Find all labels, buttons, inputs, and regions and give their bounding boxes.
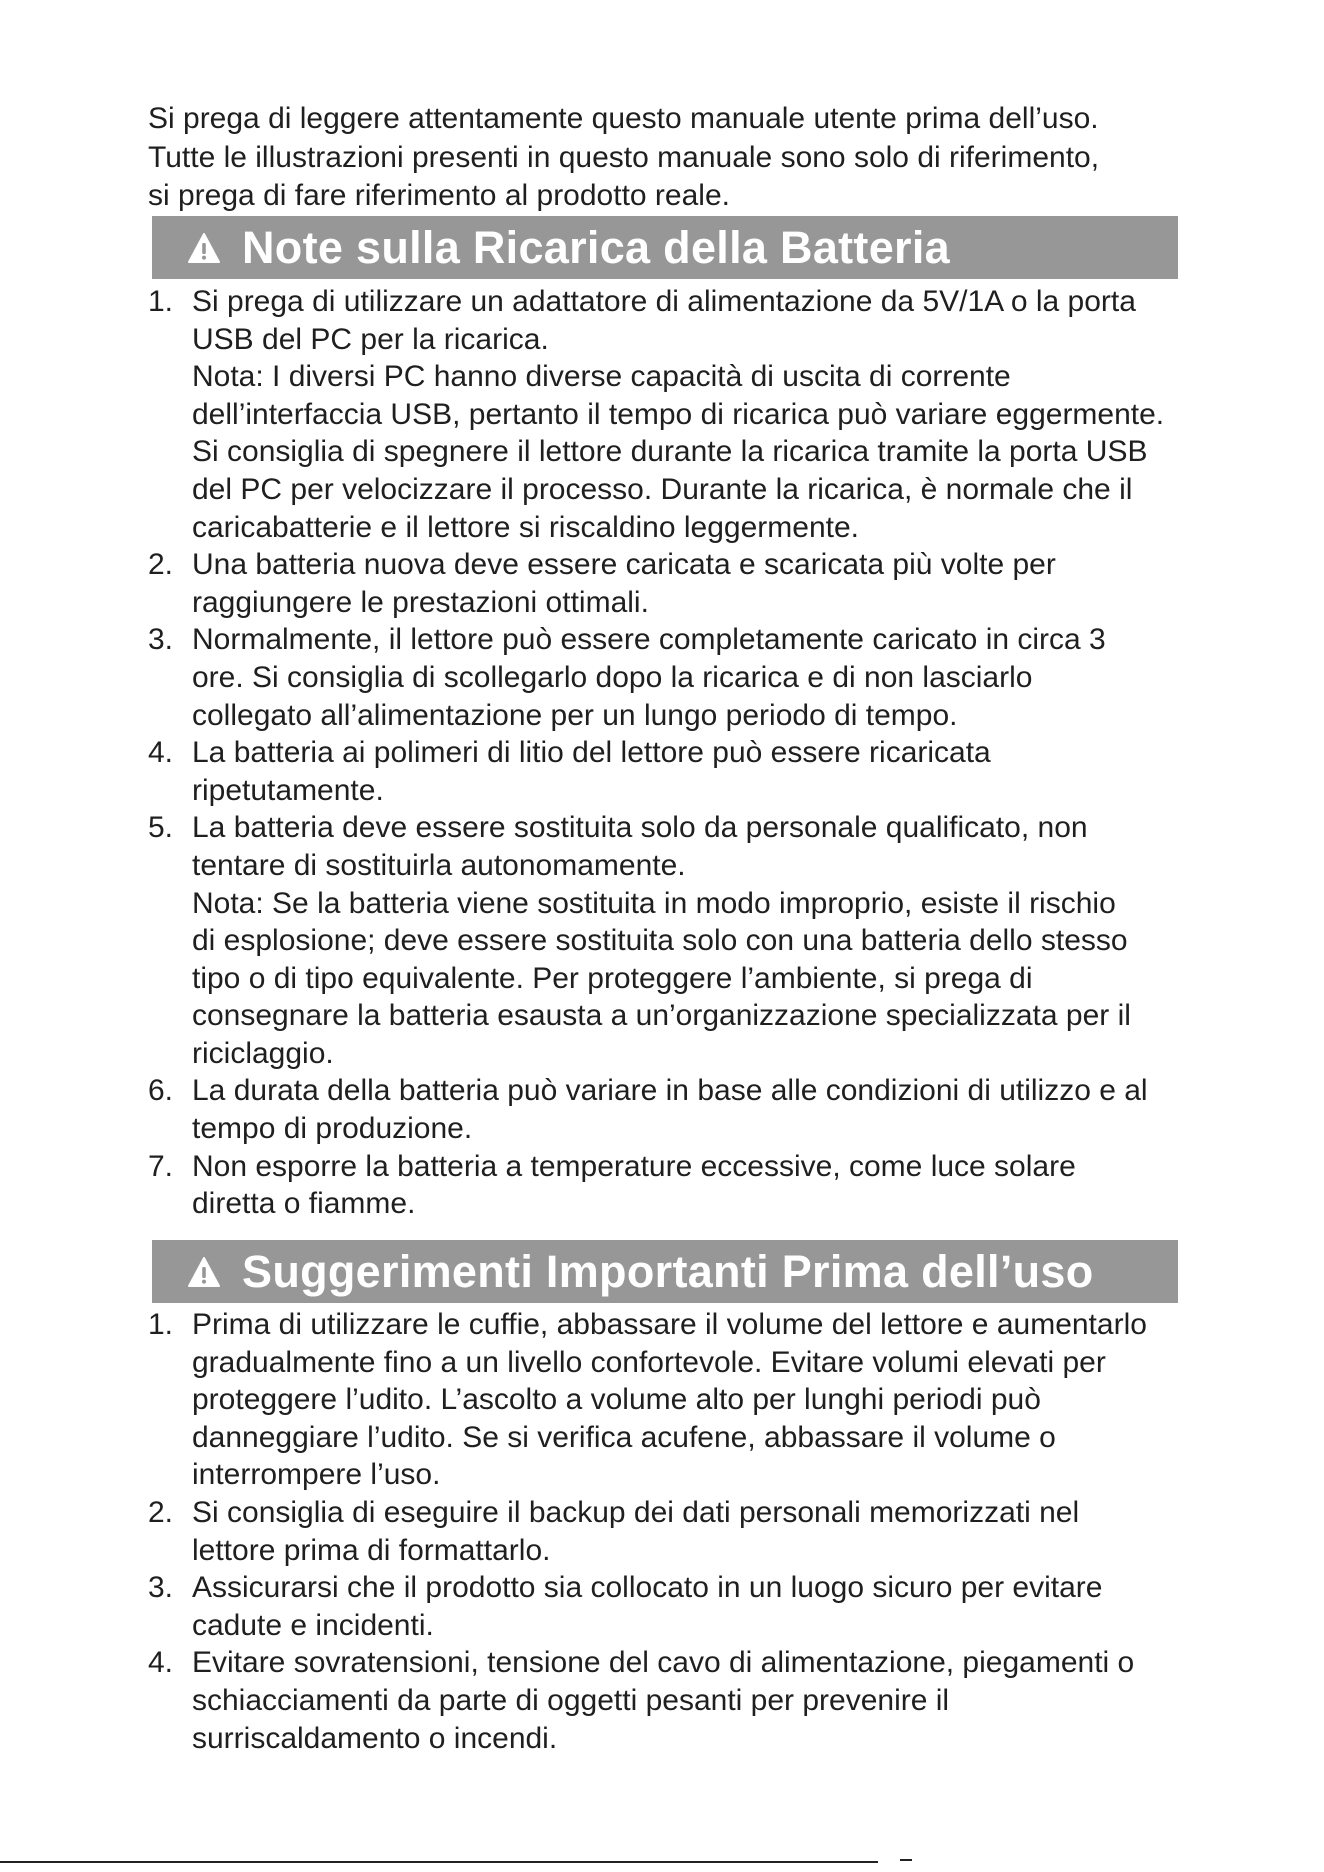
footer-mark [900, 1859, 912, 1861]
warning-icon [188, 233, 220, 263]
item-text-line: Nota: I diversi PC hanno diverse capacità di uscita di corrente [192, 360, 1011, 394]
item-text-line: Non esporre la batteria a temperature eccessive, come luce solare [192, 1149, 1076, 1183]
item-number: 2. [148, 1495, 174, 1529]
list-item [148, 1644, 1208, 1757]
item-text-line: interrompere l’uso. [192, 1458, 441, 1492]
item-number: 4. [148, 736, 174, 770]
item-text-line: tempo di produzione. [192, 1112, 473, 1146]
section-header-usage-tips [152, 1240, 1178, 1303]
item-number: 1. [148, 285, 174, 318]
item-number: 3. [148, 1571, 174, 1605]
list-item [148, 283, 1208, 546]
item-text-line: cadute e incidenti. [192, 1608, 434, 1642]
item-number: 6. [148, 1074, 174, 1108]
item-text-line: surriscaldamento o incendi. [192, 1721, 558, 1755]
footer-divider [0, 1861, 878, 1863]
list-item [148, 1072, 1208, 1147]
battery-notes-list [148, 283, 1208, 1223]
list-item [148, 1494, 1208, 1569]
list-item [148, 809, 1208, 1072]
item-text-line: riciclaggio. [192, 1036, 334, 1070]
item-text-line: proteggere l’udito. L’ascolto a volume alto per lunghi periodi può [192, 1383, 1041, 1417]
item-text-line: Una batteria nuova deve essere caricata e scaricata più volte per [192, 548, 1056, 582]
item-text-line: collegato all’alimentazione per un lungo periodo di tempo. [192, 698, 958, 732]
item-number: 4. [148, 1646, 174, 1680]
intro-line: Si prega di leggere attentamente questo manuale utente prima dell’uso. [148, 102, 1099, 135]
item-text-line: La durata della batteria può variare in base alle condizioni di utilizzo e al [192, 1074, 1148, 1108]
item-text-line: danneggiare l’udito. Se si verifica acufene, abbassare il volume o [192, 1420, 1056, 1454]
item-number: 1. [148, 1308, 174, 1341]
intro-paragraph [148, 100, 1208, 216]
item-text-line: Nota: Se la batteria viene sostituita in modo improprio, esiste il rischio [192, 886, 1116, 920]
list-item [148, 1306, 1208, 1494]
item-text-line: dell’interfaccia USB, pertanto il tempo di ricarica può variare eggermente. [192, 397, 1165, 431]
warning-icon [188, 1257, 220, 1287]
item-number: 7. [148, 1149, 174, 1183]
intro-line: Tutte le illustrazioni presenti in questo manuale sono solo di riferimento, [148, 140, 1100, 174]
item-text-line: La batteria deve essere sostituita solo da personale qualificato, non [192, 811, 1088, 845]
item-number: 5. [148, 811, 174, 845]
item-text-line: Normalmente, il lettore può essere completamente caricato in circa 3 [192, 623, 1106, 657]
section-title: Suggerimenti Importanti Prima dell’uso [242, 1245, 1094, 1297]
item-text-line: lettore prima di formattarlo. [192, 1533, 551, 1567]
item-text-line: ore. Si consiglia di scollegarlo dopo la ricarica e di non lasciarlo [192, 660, 1033, 694]
item-number: 2. [148, 548, 174, 582]
item-text-line: gradualmente fino a un livello confortevole. Evitare volumi elevati per [192, 1345, 1106, 1379]
item-text-line: Si consiglia di spegnere il lettore durante la ricarica tramite la porta USB [192, 435, 1148, 469]
intro-line: si prega di fare riferimento al prodotto reale. [148, 179, 730, 212]
list-item [148, 734, 1208, 809]
item-text-line: consegnare la batteria esausta a un’organizzazione specializzata per il [192, 999, 1131, 1033]
item-text-line: Prima di utilizzare le cuffie, abbassare il volume del lettore e aumentarlo [192, 1308, 1147, 1341]
list-item [148, 1148, 1208, 1223]
item-text-line: raggiungere le prestazioni ottimali. [192, 585, 649, 619]
item-text-line: USB del PC per la ricarica. [192, 322, 549, 356]
item-text-line: Assicurarsi che il prodotto sia collocato in un luogo sicuro per evitare [192, 1571, 1103, 1605]
item-text-line: di esplosione; deve essere sostituita solo con una batteria dello stesso [192, 924, 1128, 958]
item-text-line: tipo o di tipo equivalente. Per proteggere l’ambiente, si prega di [192, 961, 1033, 995]
item-text-line: tentare di sostituirla autonomamente. [192, 848, 686, 882]
list-item [148, 1569, 1208, 1644]
item-text-line: diretta o fiamme. [192, 1187, 416, 1221]
item-text-line: caricabatterie e il lettore si riscaldino leggermente. [192, 510, 859, 544]
item-text-line: ripetutamente. [192, 773, 384, 807]
item-text-line: Si prega di utilizzare un adattatore di alimentazione da 5V/1A o la porta [192, 285, 1136, 318]
section-header-battery-charging [152, 216, 1178, 279]
item-text-line: Si consiglia di eseguire il backup dei dati personali memorizzati nel [192, 1495, 1080, 1529]
item-text-line: schiacciamenti da parte di oggetti pesanti per prevenire il [192, 1683, 950, 1717]
list-item [148, 621, 1208, 734]
item-number: 3. [148, 623, 174, 657]
list-item [148, 546, 1208, 621]
item-text-line: Evitare sovratensioni, tensione del cavo di alimentazione, piegamenti o [192, 1646, 1135, 1680]
item-text-line: del PC per velocizzare il processo. Durante la ricarica, è normale che il [192, 472, 1133, 506]
section-title: Note sulla Ricarica della Batteria [242, 221, 950, 273]
usage-tips-list [148, 1306, 1208, 1757]
item-text-line: La batteria ai polimeri di litio del lettore può essere ricaricata [192, 736, 991, 770]
